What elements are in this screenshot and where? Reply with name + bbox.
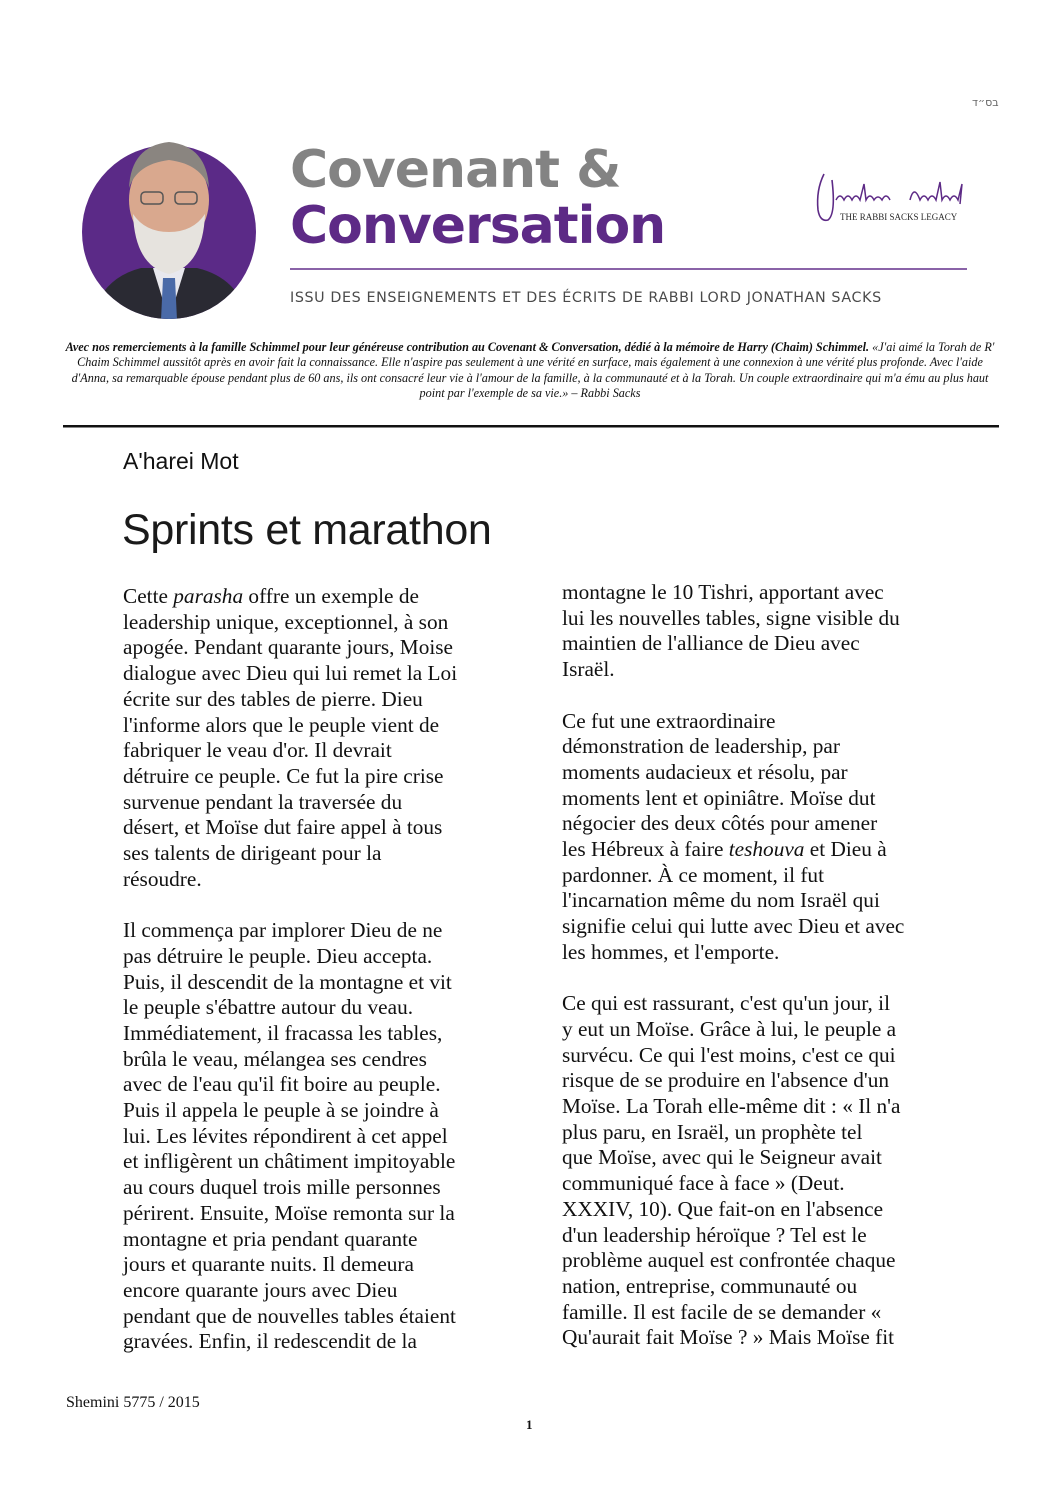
text-line xyxy=(562,1300,952,1326)
text-run: Qu'aurait fait Moïse ? » Mais Moïse fit xyxy=(562,1325,895,1350)
dedication-quote: «J'ai aimé la Torah de R' Chaim Schimmel aussitôt après en avoir fait la connaissance. Elle n'aspire pas seulement à une vérité en surface, mais également à une connexion à une vérité plus profonde. Avec l'aide d'Anna, sa remarquable épouse pendant plus de 60 ans, ils ont consacré leur vie à l'amour de la famille, à la communauté et à la Torah. Un couple extraordinaire qui m'a ému au plus haut point par l'exemple de sa vie.» – Rabbi Sacks xyxy=(71,340,995,400)
text-line xyxy=(123,1098,513,1124)
article-column-right xyxy=(562,580,952,1377)
text-line xyxy=(123,867,513,893)
text-run: négocier des deux côtés pour amener xyxy=(562,811,878,836)
text-run: Il commença par implorer Dieu de ne xyxy=(123,918,443,943)
text-line xyxy=(123,995,513,1021)
text-line xyxy=(123,790,513,816)
brand-title-line2: Conversation xyxy=(290,196,666,256)
text-run: Ce qui est rassurant, c'est qu'un jour, il xyxy=(562,991,890,1016)
text-line xyxy=(123,841,513,867)
text-run: jours et quarante nuits. Il demeura xyxy=(123,1252,414,1277)
brand-subtitle: ISSU DES ENSEIGNEMENTS ET DES ÉCRITS DE RABBI LORD JONATHAN SACKS xyxy=(290,290,882,306)
text-line xyxy=(123,1304,513,1330)
text-run: moments audacieux et résolu, par xyxy=(562,759,848,784)
article-paragraph xyxy=(123,584,513,892)
hebrew-blessing-mark: בס״ד xyxy=(972,96,999,109)
text-run: résoudre. xyxy=(123,866,202,891)
text-line xyxy=(123,815,513,841)
text-run: fabriquer le veau d'or. Il devrait xyxy=(123,738,392,763)
text-line xyxy=(123,738,513,764)
text-run: périrent. Ensuite, Moïse remonta sur la xyxy=(123,1200,455,1225)
article-paragraph xyxy=(562,991,952,1351)
text-line xyxy=(123,1227,513,1253)
text-run: lui les nouvelles tables, signe visible du xyxy=(562,605,900,630)
text-line xyxy=(123,713,513,739)
text-line xyxy=(562,1120,952,1146)
text-run: ses talents de dirigeant pour la xyxy=(123,841,382,866)
brand-divider xyxy=(290,268,967,270)
text-line xyxy=(123,610,513,636)
text-run: signifie celui qui lutte avec Dieu et avec xyxy=(562,914,905,939)
text-line xyxy=(123,970,513,996)
text-run: gravées. Enfin, il redescendit de la xyxy=(123,1329,417,1354)
text-run: y eut un Moïse. Grâce à lui, le peuple a xyxy=(562,1016,897,1041)
text-run: que Moïse, avec qui le Seigneur avait xyxy=(562,1145,882,1170)
article-paragraph xyxy=(562,580,952,683)
text-line xyxy=(123,1201,513,1227)
text-line xyxy=(562,1171,952,1197)
text-line xyxy=(123,1278,513,1304)
text-run: les hommes, et l'emporte. xyxy=(562,939,780,964)
portrait-tie xyxy=(161,278,177,320)
header-separator xyxy=(63,425,999,428)
text-run: apogée. Pendant quarante jours, Moise xyxy=(123,635,454,660)
article-paragraph xyxy=(562,709,952,966)
text-line xyxy=(562,760,952,786)
text-line xyxy=(123,1149,513,1175)
text-line xyxy=(123,944,513,970)
text-run: dialogue avec Dieu qui lui remet la Loi xyxy=(123,661,458,686)
text-run: problème auquel est confrontée chaque xyxy=(562,1248,896,1273)
text-run: le peuple s'ébattre autour du veau. xyxy=(123,995,414,1020)
text-line xyxy=(562,1017,952,1043)
text-line xyxy=(123,1252,513,1278)
text-run: Puis il appela le peuple à se joindre à xyxy=(123,1098,439,1123)
text-run: plus paru, en Israël, un prophète tel xyxy=(562,1119,863,1144)
text-run: Moïse. La Torah elle-même dit : « Il n'a xyxy=(562,1094,901,1119)
text-run: encore quarante jours avec Dieu xyxy=(123,1277,398,1302)
text-line xyxy=(123,661,513,687)
text-line xyxy=(562,1068,952,1094)
text-run: les Hébreux à faire xyxy=(562,837,729,862)
text-line xyxy=(562,1145,952,1171)
text-line xyxy=(562,888,952,914)
text-line xyxy=(562,1197,952,1223)
text-line xyxy=(562,1094,952,1120)
text-line xyxy=(562,709,952,735)
signature-tagline: THE RABBI SACKS LEGACY xyxy=(840,212,958,222)
page-number: 1 xyxy=(526,1417,533,1432)
text-run: l'incarnation même du nom Israël qui xyxy=(562,888,880,913)
dedication-thanks: Avec nos remerciements à la famille Schimmel pour leur généreuse contribution au Covenant & Conversation, dédié à la mémoire de Harry (Chaim) Schimmel. xyxy=(65,340,870,354)
text-run: XXXIV, 10). Que fait-on en l'absence xyxy=(562,1196,884,1221)
text-run: pas détruire le peuple. Dieu accepta. xyxy=(123,943,433,968)
text-run: au cours duquel trois mille personnes xyxy=(123,1175,441,1200)
text-run: démonstration de leadership, par xyxy=(562,734,840,759)
text-line xyxy=(123,1047,513,1073)
text-line xyxy=(123,1021,513,1047)
text-run: Israël. xyxy=(562,657,615,682)
italic-term: parasha xyxy=(173,584,244,608)
text-line xyxy=(562,1274,952,1300)
text-line xyxy=(562,631,952,657)
parasha-name: A'harei Mot xyxy=(123,448,239,474)
text-run: communiqué face à face » (Deut. xyxy=(562,1171,845,1196)
footer-issue-label: Shemini 5775 / 2015 xyxy=(66,1394,200,1411)
text-line xyxy=(123,635,513,661)
text-run: Immédiatement, il fracassa les tables, xyxy=(123,1020,443,1045)
text-line xyxy=(562,786,952,812)
text-run: famille. Il est facile de se demander « xyxy=(562,1299,882,1324)
text-line xyxy=(123,687,513,713)
text-line xyxy=(562,863,952,889)
text-line xyxy=(123,1329,513,1355)
text-line xyxy=(562,734,952,760)
text-run: et Dieu à xyxy=(804,837,887,862)
text-line xyxy=(562,991,952,1017)
text-line xyxy=(562,811,952,837)
text-line xyxy=(562,580,952,606)
text-run: moments lent et opiniâtre. Moïse dut xyxy=(562,785,876,810)
text-line xyxy=(562,1223,952,1249)
text-line xyxy=(123,1072,513,1098)
rabbi-sacks-portrait xyxy=(81,128,257,320)
text-line xyxy=(562,837,952,863)
brand-title xyxy=(290,142,665,254)
text-run: brûla le veau, mélangea ses cendres xyxy=(123,1046,427,1071)
brand-title-line1: Covenant & xyxy=(290,140,621,200)
text-run: Cette xyxy=(123,584,174,608)
text-line xyxy=(562,606,952,632)
text-run: leadership unique, exceptionnel, à son xyxy=(123,609,449,634)
text-run: Ce fut une extraordinaire xyxy=(562,708,776,733)
text-line xyxy=(562,914,952,940)
text-line xyxy=(123,584,513,610)
text-line xyxy=(562,657,952,683)
text-run: d'un leadership héroïque ? Tel est le xyxy=(562,1222,867,1247)
text-line xyxy=(562,1043,952,1069)
text-line xyxy=(562,1325,952,1351)
text-line xyxy=(562,1248,952,1274)
text-run: Puis, il descendit de la montagne et vit xyxy=(123,969,452,994)
text-run: offre un exemple de xyxy=(243,584,419,608)
article-paragraph xyxy=(123,918,513,1355)
text-run: détruire ce peuple. Ce fut la pire crise xyxy=(123,763,444,788)
text-run: avec de l'eau qu'il fit boire au peuple. xyxy=(123,1072,441,1097)
text-run: survenue pendant la traversée du xyxy=(123,789,403,814)
text-run: montagne et pria pendant quarante xyxy=(123,1226,418,1251)
text-run: risque de se produire en l'absence d'un xyxy=(562,1068,890,1093)
text-run: pendant que de nouvelles tables étaient xyxy=(123,1303,456,1328)
text-run: désert, et Moïse dut faire appel à tous xyxy=(123,815,443,840)
text-run: pardonner. À ce moment, il fut xyxy=(562,862,824,887)
text-run: nation, entreprise, communauté ou xyxy=(562,1273,858,1298)
text-line xyxy=(123,918,513,944)
article-title: Sprints et marathon xyxy=(122,506,492,554)
italic-term: teshouva xyxy=(728,837,805,862)
text-run: lui. Les lévites répondirent à cet appel xyxy=(123,1123,448,1148)
text-line xyxy=(123,1175,513,1201)
text-run: et infligèrent un châtiment impitoyable xyxy=(123,1149,456,1174)
dedication-note xyxy=(65,340,995,401)
text-run: l'informe alors que le peuple vient de xyxy=(123,712,440,737)
article-column-left xyxy=(123,584,513,1381)
text-run: maintien de l'alliance de Dieu avec xyxy=(562,631,860,656)
text-run: écrite sur des tables de pierre. Dieu xyxy=(123,686,423,711)
text-line xyxy=(123,1124,513,1150)
text-run: montagne le 10 Tishri, apportant avec xyxy=(562,580,884,604)
text-line xyxy=(562,940,952,966)
text-run: survécu. Ce qui l'est moins, c'est ce qui xyxy=(562,1042,896,1067)
text-line xyxy=(123,764,513,790)
